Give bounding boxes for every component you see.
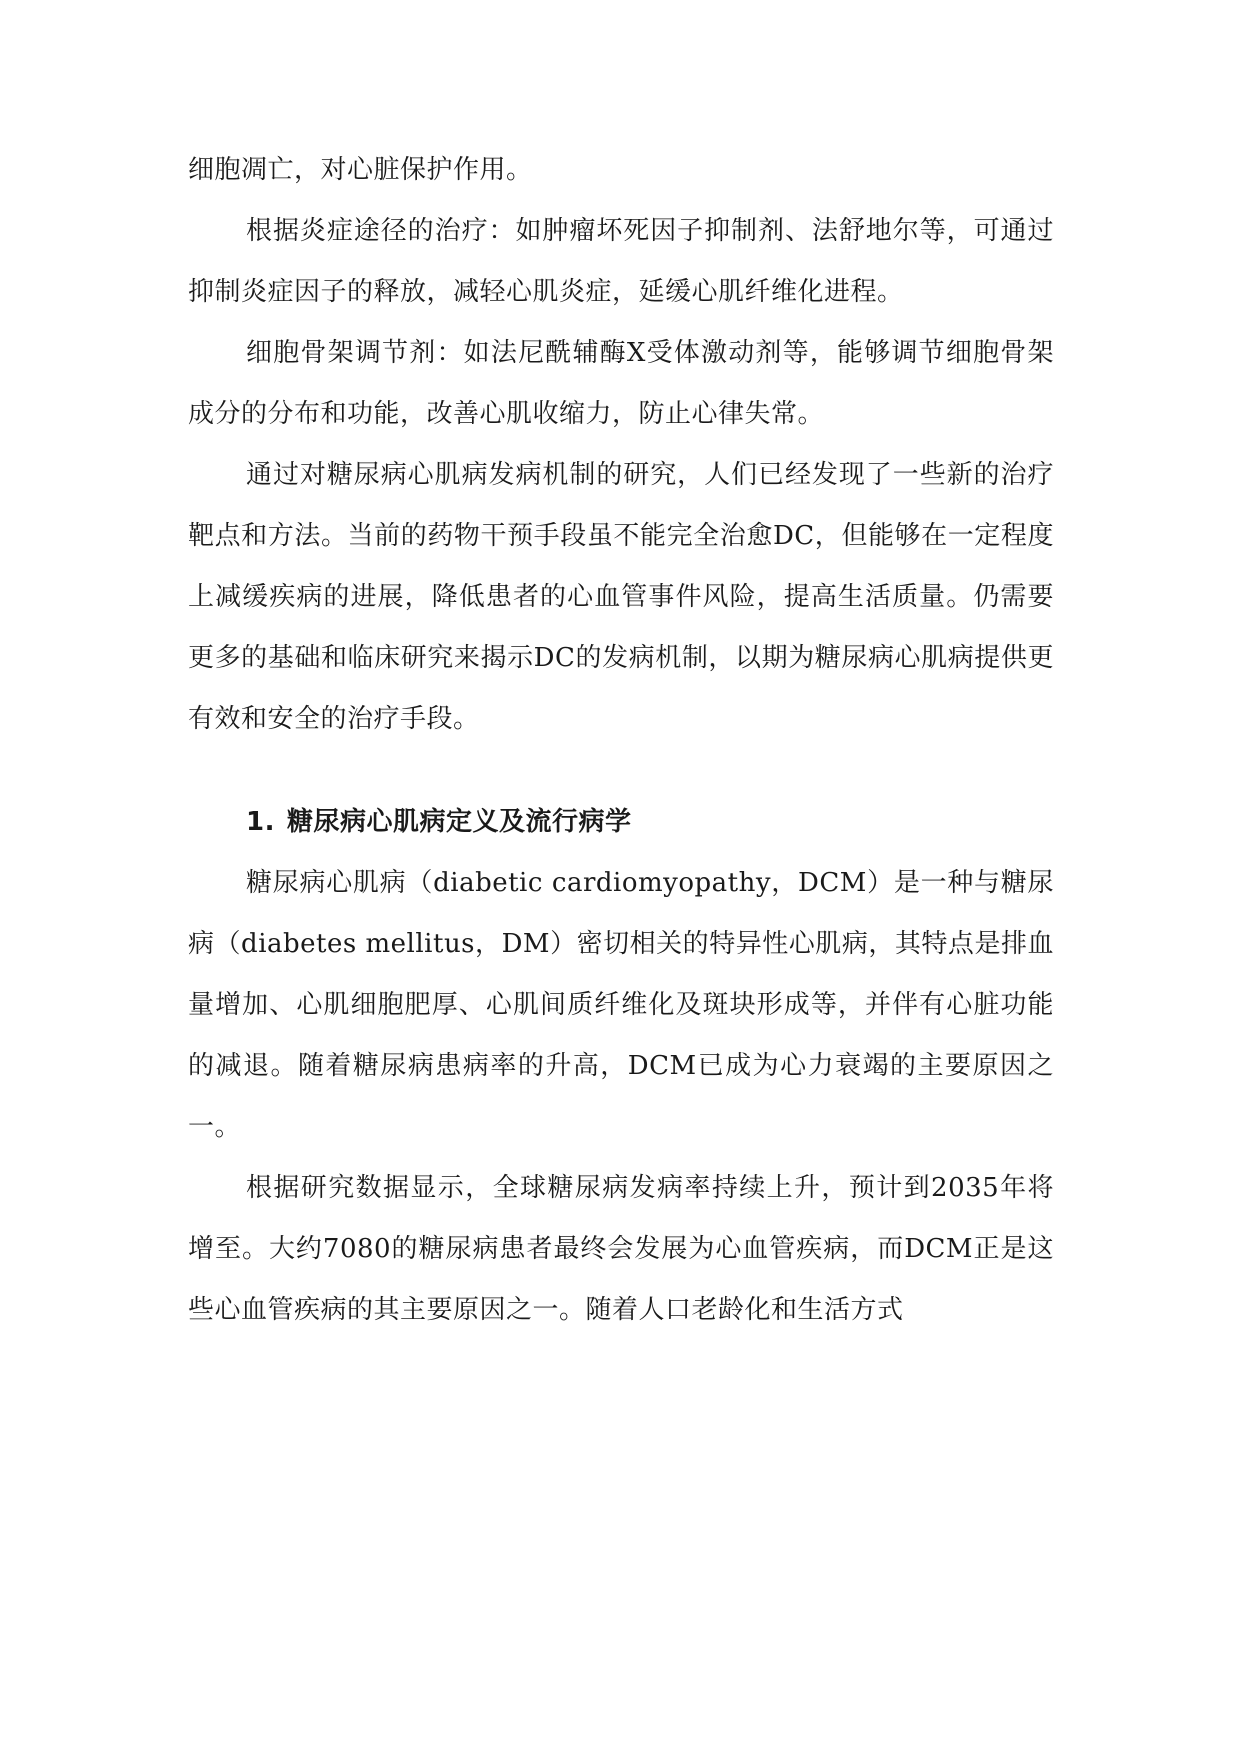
- paragraph-dcm-definition: 糖尿病心肌病（diabetic cardiomyopathy，DCM）是一种与糖尿病（diabetes mellitus，DM）密切相关的特异性心肌病，其特点是排血量增加、心肌细胞肥厚、心肌间质纤维化及斑块形成等，并伴有心脏功能的减退。随着糖尿病患病率的升高，DCM已成为心力衰竭的主要原因之一。: [188, 868, 1054, 1142]
- paragraph-cytoskeleton-regulator: 细胞骨架调节剂：如法尼酰辅酶X受体激动剂等，能够调节细胞骨架成分的分布和功能，改善心肌收缩力，防止心律失常。: [188, 338, 1054, 429]
- section-title: 糖尿病心肌病定义及流行病学: [286, 807, 632, 837]
- paragraph-continuation: 细胞凋亡，对心脏保护作用。: [188, 155, 533, 185]
- section-number: 1.: [246, 807, 275, 837]
- paragraph-inflammation-therapy: 根据炎症途径的治疗：如肿瘤坏死因子抑制剂、法舒地尔等，可通过抑制炎症因子的释放，减轻心肌炎症，延缓心肌纤维化进程。: [188, 216, 1054, 307]
- paragraph-epidemiology: 根据研究数据显示，全球糖尿病发病率持续上升，预计到2035年将增至。大约7080的糖尿病患者最终会发展为心血管疾病，而DCM正是这些心血管疾病的其主要原因之一。随着人口老龄化和生活方式: [188, 1173, 1054, 1325]
- document-body: [188, 140, 1054, 1341]
- section-heading: [246, 792, 1054, 853]
- paragraph-summary: 通过对糖尿病心肌病发病机制的研究，人们已经发现了一些新的治疗靶点和方法。当前的药物干预手段虽不能完全治愈DC，但能够在一定程度上减缓疾病的进展，降低患者的心血管事件风险，提高生活质量。仍需要更多的基础和临床研究来揭示DC的发病机制，以期为糖尿病心肌病提供更有效和安全的治疗手段。: [188, 460, 1054, 734]
